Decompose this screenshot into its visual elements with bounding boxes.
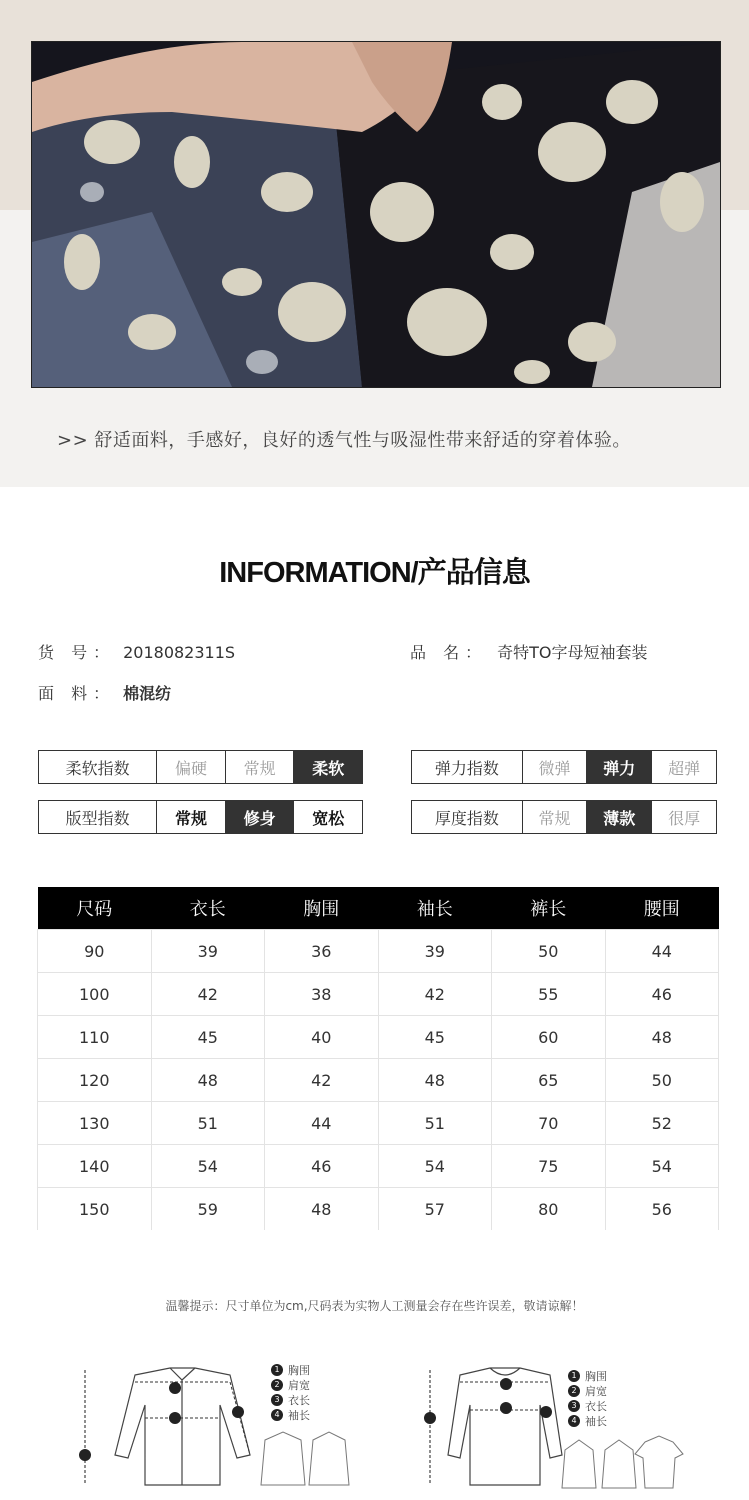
- elasticity-option-slight[interactable]: 微弹: [523, 751, 588, 783]
- sweater-legend-shoulder: 肩宽: [585, 1384, 607, 1398]
- table-cell: 59: [151, 1188, 265, 1231]
- item-no-label: 货 号：: [38, 643, 116, 662]
- table-cell: 42: [378, 973, 492, 1016]
- header-waist: 腰围: [605, 887, 719, 930]
- elasticity-option-super[interactable]: 超弹: [668, 758, 701, 778]
- fabric-label: 面 料：: [38, 684, 116, 703]
- table-cell: 60: [492, 1016, 606, 1059]
- softness-option-soft[interactable]: 柔软: [294, 751, 362, 783]
- elasticity-index-name: 弹力指数: [412, 751, 523, 783]
- legend-number-1: 1: [568, 1370, 580, 1382]
- table-cell: 54: [605, 1145, 719, 1188]
- size-table-body: [38, 930, 719, 1231]
- fabric-photo: [31, 41, 721, 388]
- table-cell: 110: [38, 1016, 152, 1059]
- size-tip: 温馨提示：尺寸单位为cm,尺码表为实物人工测量会存在些许误差，敬请谅解！: [165, 1299, 584, 1313]
- sweater-legend-length: 衣长: [585, 1399, 607, 1413]
- table-cell: 120: [38, 1059, 152, 1102]
- table-cell: 80: [492, 1188, 606, 1231]
- table-cell: 57: [378, 1188, 492, 1231]
- shirt-legend-chest: 胸围: [288, 1363, 310, 1377]
- item-no-field: [38, 640, 235, 663]
- table-cell: 65: [492, 1059, 606, 1102]
- table-cell: 48: [151, 1059, 265, 1102]
- table-cell: 140: [38, 1145, 152, 1188]
- header-size: 尺码: [38, 887, 152, 930]
- shirt-legend-length: 衣长: [288, 1393, 310, 1407]
- header-length: 衣长: [151, 887, 265, 930]
- table-cell: 38: [265, 973, 379, 1016]
- table-cell: 54: [151, 1145, 265, 1188]
- header-pants-length: 裤长: [492, 887, 606, 930]
- product-name-field: [410, 640, 647, 663]
- sweater-legend-item: [568, 1398, 607, 1413]
- table-cell: 36: [265, 930, 379, 973]
- shirt-legend-sleeve: 袖长: [288, 1408, 310, 1422]
- table-cell: 54: [378, 1145, 492, 1188]
- legend-number-3: 3: [568, 1400, 580, 1412]
- table-row: [38, 1188, 719, 1231]
- thickness-option-thin[interactable]: 薄款: [587, 801, 652, 833]
- legend-number-4: 4: [568, 1415, 580, 1427]
- table-cell: 45: [378, 1016, 492, 1059]
- table-cell: 56: [605, 1188, 719, 1231]
- table-cell: 39: [151, 930, 265, 973]
- thickness-index-name: 厚度指数: [412, 801, 523, 833]
- table-cell: 45: [151, 1016, 265, 1059]
- fit-option-regular[interactable]: 常规: [157, 801, 226, 833]
- table-row: [38, 1102, 719, 1145]
- size-table-header: [38, 887, 719, 930]
- fit-option-slim[interactable]: 修身: [226, 801, 295, 833]
- table-cell: 50: [492, 930, 606, 973]
- elasticity-index: [411, 750, 717, 784]
- legend-number-2: 2: [568, 1385, 580, 1397]
- table-row: [38, 1059, 719, 1102]
- softness-option-normal[interactable]: 常规: [226, 751, 295, 783]
- table-cell: 100: [38, 973, 152, 1016]
- sweater-legend-chest: 胸围: [585, 1369, 607, 1383]
- fit-index: [38, 800, 363, 834]
- info-title: INFORMATION/产品信息: [219, 557, 530, 589]
- item-no-value: 2018082311S: [123, 643, 236, 662]
- table-cell: 42: [265, 1059, 379, 1102]
- table-cell: 51: [151, 1102, 265, 1145]
- product-name-label: 品 名：: [410, 643, 488, 662]
- header-sleeve: 袖长: [378, 887, 492, 930]
- size-table: [37, 887, 719, 1230]
- table-cell: 52: [605, 1102, 719, 1145]
- table-cell: 39: [378, 930, 492, 973]
- shirt-legend-item: [271, 1392, 310, 1407]
- table-row: [38, 1016, 719, 1059]
- thickness-index: [411, 800, 717, 834]
- legend-number-4: 4: [271, 1409, 283, 1421]
- header-chest: 胸围: [265, 887, 379, 930]
- table-cell: 48: [605, 1016, 719, 1059]
- table-cell: 44: [605, 930, 719, 973]
- softness-index: [38, 750, 363, 784]
- fit-option-loose[interactable]: 宽松: [312, 808, 345, 828]
- table-row: [38, 973, 719, 1016]
- legend-number-3: 3: [271, 1394, 283, 1406]
- table-cell: 50: [605, 1059, 719, 1102]
- legend-number-1: 1: [271, 1364, 283, 1376]
- elasticity-option-elastic[interactable]: 弹力: [587, 751, 652, 783]
- table-cell: 48: [378, 1059, 492, 1102]
- table-cell: 90: [38, 930, 152, 973]
- hero-section: [0, 0, 749, 487]
- shirt-legend: [271, 1362, 310, 1422]
- shirt-legend-item: [271, 1377, 310, 1392]
- sweater-legend-item: [568, 1368, 607, 1383]
- sweater-legend: [568, 1368, 607, 1428]
- legend-number-2: 2: [271, 1379, 283, 1391]
- fabric-caption: >> 舒适面料，手感好，良好的透气性与吸湿性带来舒适的穿着体验。: [57, 430, 631, 451]
- product-name-value: 奇特TO字母短袖套装: [497, 643, 648, 662]
- sweater-legend-sleeve: 袖长: [585, 1414, 607, 1428]
- table-cell: 46: [265, 1145, 379, 1188]
- sweater-measure-diagram: [420, 1360, 700, 1499]
- softness-option-hard[interactable]: 偏硬: [157, 751, 226, 783]
- thickness-option-regular[interactable]: 常规: [523, 801, 588, 833]
- shirt-legend-item: [271, 1407, 310, 1422]
- table-cell: 40: [265, 1016, 379, 1059]
- softness-index-name: 柔软指数: [39, 751, 157, 783]
- table-cell: 51: [378, 1102, 492, 1145]
- table-cell: 44: [265, 1102, 379, 1145]
- table-cell: 70: [492, 1102, 606, 1145]
- table-cell: 130: [38, 1102, 152, 1145]
- table-cell: 150: [38, 1188, 152, 1231]
- shirt-measure-diagram: [75, 1360, 355, 1499]
- shirt-legend-item: [271, 1362, 310, 1377]
- table-cell: 42: [151, 973, 265, 1016]
- table-row: [38, 930, 719, 973]
- fabric-value: 棉混纺: [123, 684, 172, 703]
- sweater-legend-item: [568, 1383, 607, 1398]
- sweater-legend-item: [568, 1413, 607, 1428]
- shirt-legend-shoulder: 肩宽: [288, 1378, 310, 1392]
- table-row: [38, 1145, 719, 1188]
- fit-index-name: 版型指数: [39, 801, 157, 833]
- table-cell: 48: [265, 1188, 379, 1231]
- table-cell: 46: [605, 973, 719, 1016]
- fabric-field: [38, 681, 171, 704]
- table-cell: 55: [492, 973, 606, 1016]
- table-cell: 75: [492, 1145, 606, 1188]
- thickness-option-thick[interactable]: 很厚: [668, 808, 701, 828]
